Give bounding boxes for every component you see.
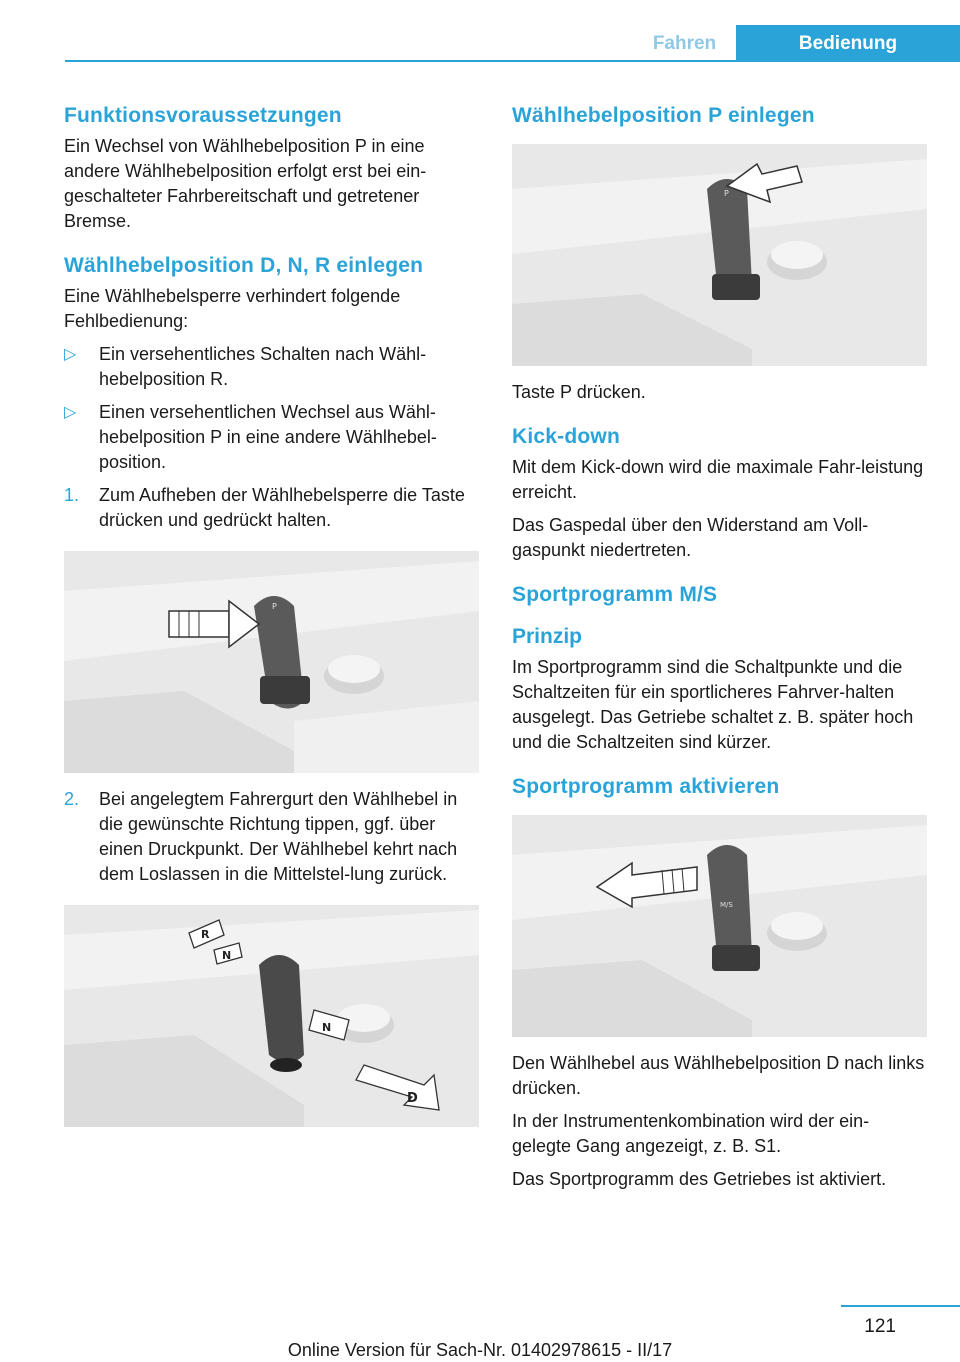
header-rule (65, 60, 960, 62)
footer-rule (841, 1305, 960, 1307)
step-list-1 (64, 483, 479, 533)
svg-text:D: D (407, 1091, 418, 1106)
triangle-bullet-icon: ▷ (64, 346, 77, 363)
gear-lever-directions-illustration (64, 905, 479, 1127)
left-column (64, 102, 479, 1141)
list-item (64, 342, 479, 392)
step-text: Zum Aufheben der Wählhebelsperre die Taste drücken und gedrückt halten. (99, 485, 465, 530)
kickdown-heading: Kick-down (512, 425, 620, 448)
figure-p-button (512, 144, 927, 366)
step-item (64, 787, 479, 887)
svg-text:R: R (201, 928, 210, 941)
list-item (64, 400, 479, 475)
page-number: 121 (864, 1316, 896, 1337)
tab-fahren[interactable]: Fahren (633, 25, 736, 62)
bullet-list (64, 342, 479, 475)
svg-text:N: N (222, 949, 232, 962)
prinzip-text: Im Sportprogramm sind die Schaltpunkte und die Schaltzeiten für ein sportlicheres Fahrver‐halten ausgelegt. Das Getriebe schaltet z. B. später hoch und die Schaltzeiten sind kürzer. (512, 657, 914, 752)
kickdown-text-2: Das Gaspedal über den Widerstand am Voll‐gaspunkt niedertreten. (512, 515, 869, 560)
p-heading: Wählhebelposition P einlegen (512, 104, 815, 127)
svg-text:N: N (322, 1021, 332, 1034)
step-number: 1. (64, 485, 80, 505)
activate-heading: Sportprogramm aktivieren (512, 775, 780, 798)
right-column (512, 102, 927, 1192)
step-item (64, 483, 479, 533)
online-version-footer: Online Version für Sach-Nr. 01402978615 - II/17 (287, 1340, 673, 1360)
svg-text:P: P (724, 189, 729, 198)
gear-lever-illustration (64, 551, 479, 773)
svg-text:M/S: M/S (720, 901, 733, 909)
list-item-text: Ein versehentliches Schalten nach Wähl‐hebelposition R. (99, 344, 427, 389)
step-text: Bei angelegtem Fahrergurt den Wählhebel in die gewünschte Richtung tippen, ggf. über einen Druckpunkt. Der Wählhebel kehrt nach dem Loslassen in die Mittelstel‐lung zurück. (99, 789, 458, 884)
activate-text-3: Das Sportprogramm des Getriebes ist aktiviert. (512, 1169, 887, 1189)
dnr-heading: Wählhebelposition D, N, R einlegen (64, 254, 424, 277)
kickdown-text-1: Mit dem Kick-down wird die maximale Fahr‐leistung erreicht. (512, 457, 924, 502)
triangle-bullet-icon: ▷ (64, 404, 77, 421)
list-item-text: Einen versehentlichen Wechsel aus Wähl‐hebelposition P in eine andere Wählhebel‐position. (99, 402, 437, 472)
p-caption: Taste P drücken. (512, 382, 646, 402)
step-list-2 (64, 787, 479, 887)
dnr-text: Eine Wählhebelsperre verhindert folgende Fehlbedienung: (64, 286, 401, 331)
funktion-text: Ein Wechsel von Wählhebelposition P in eine andere Wählhebelposition erfolgt erst bei ein‐geschalteter Fahrbereitschaft und getretener Bremse. (64, 136, 427, 231)
tab-bedienung[interactable]: Bedienung (736, 25, 960, 62)
svg-text:P: P (272, 602, 277, 611)
figure-lever-directions (64, 905, 479, 1127)
prinzip-heading: Prinzip (512, 625, 583, 648)
activate-text-1: Den Wählhebel aus Wählhebelposition D nach links drücken. (512, 1053, 925, 1098)
step-number: 2. (64, 789, 80, 809)
activate-text-2: In der Instrumentenkombination wird der ein‐gelegte Gang angezeigt, z. B. S1. (512, 1111, 870, 1156)
figure-sport-activate (512, 815, 927, 1037)
gear-lever-sport-illustration (512, 815, 927, 1037)
funktion-heading: Funktionsvoraussetzungen (64, 104, 342, 127)
sport-heading: Sportprogramm M/S (512, 583, 718, 606)
gear-lever-p-illustration (512, 144, 927, 366)
figure-lever-lock-button (64, 551, 479, 773)
